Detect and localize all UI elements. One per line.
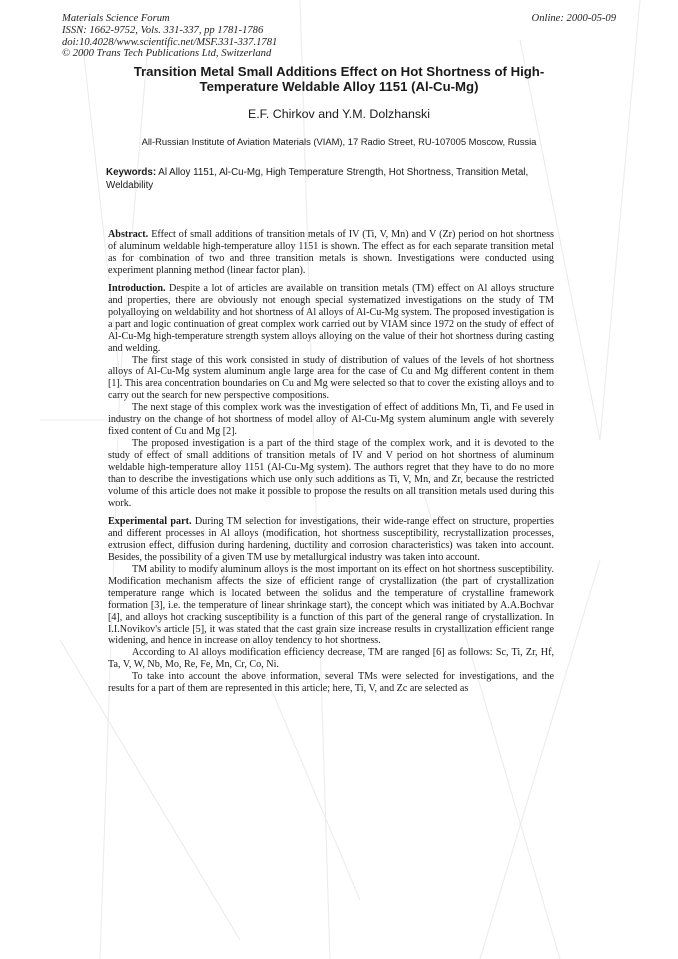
introduction-paragraph [108,283,554,355]
body-paragraph: The first stage of this work consisted in study of distribution of values of the levels of hot shortness alloys of Al-Cu-Mg system aluminum angle large area for the case of Cu and Mg different content in them [1]. This area concentration boundaries on Cu and Mg were selected so that to cover the existing alloys and to carry out the search for new perspective compositions. [108,354,554,402]
introduction-text: Despite a lot of articles are available on transition metals (TM) effect on Al alloys structure and properties, there are obviously not enough special systematized investigations on the study of TM polyalloying on weldability and hot shortness of Al alloys of Al-Cu-Mg system. The proposed investigation is a part and logic continuation of great complex work carried out by VIAM since 1972 on the study of effect of Al-Cu-Mg high-temperature strength system alloys alloying on the value of their hot shortness during casting and welding. [108,282,554,354]
introduction-label: Introduction. [108,282,166,294]
keywords-label: Keywords: [106,167,157,178]
keywords-text: Al Alloy 1151, Al-Cu-Mg, High Temperature Strength, Hot Shortness, Transition Metal, Weldability [106,167,529,191]
abstract-paragraph [108,229,554,277]
body-paragraph: The next stage of this complex work was the investigation of effect of additions Mn, Ti, and Fe used in industry on the change of hot shortness of model alloy of Al-Cu-Mg system aluminum angle with severely fixed content of Cu and Mg [2]. [108,402,554,438]
copyright-line: © 2000 Trans Tech Publications Ltd, Switzerland [62,48,272,60]
publication-metadata [62,13,277,60]
paper-body [108,229,554,695]
experimental-paragraph [108,516,554,564]
paper-title: Transition Metal Small Additions Effect on Hot Shortness of High-Temperature Weldable Alloy 1151 (Al-Cu-Mg) [133,64,545,95]
authors: E.F. Chirkov and Y.M. Dolzhanski [247,107,431,121]
abstract-label: Abstract. [108,229,149,240]
doi-line: doi:10.4028/www.scientific.net/MSF.331-337.1781 [62,36,278,48]
keywords [106,167,554,192]
abstract-text: Effect of small additions of transition metals of IV (Ti, V, Mn) and V (Zr) period on hot shortness of aluminum weldable high-temperature alloy 1151 is shown. The effect as for each separate transition metal as for combination of two and three transition metals is shown. Investigations were conducted using experiment planning method (linear factor plan). [108,229,554,276]
affiliation: All-Russian Institute of Aviation Materials (VIAM), 17 Radio Street, RU-107005 Moscow, Russia [141,136,537,147]
body-paragraph: According to Al alloys modification efficiency decrease, TM are ranged [6] as follows: Sc, Ti, Zr, Hf, Ta, V, W, Nb, Mo, Re, Fe, Mn, Cr, Co, Ni. [108,647,554,671]
experimental-label: Experimental part. [108,515,192,527]
body-paragraph: To take into account the above information, several TMs were selected for investigations, and the results for a part of them are represented in this article; here, Ti, V, and Zc are selected as [108,671,554,695]
issn-line: ISSN: 1662-9752, Vols. 331-337, pp 1781-1786 [62,24,264,36]
experimental-text: During TM selection for investigations, their wide-range effect on structure, properties and different processes in Al alloys (modification, hot shortness susceptibility, recrystallization processes, extrusion effect, diffusion during hardening, ductility and corrosion characteristics) was taken into account. Besides, the possibility of a given TM use by metallurgical industry was taken into account. [108,515,554,563]
body-paragraph: The proposed investigation is a part of the third stage of the complex work, and it is devoted to the study of effect of small additions of transition metals of IV and V period on hot shortness of aluminum weldable high-temperature alloy 1151 (Al-Cu-Mg system). The authors regret that they have to do no more than to describe the investigations which use only such additions as Ti, V, Mn, and Zr, because the restricted volume of this article does not make it possible to propose the results on all transition metals used during this work. [108,438,554,509]
journal-name: Materials Science Forum [62,13,170,24]
online-date: Online: 2000-05-09 [531,13,616,24]
body-paragraph: TM ability to modify aluminum alloys is the most important on its effect on hot shortness susceptibility. Modification mechanism affects the size of efficient range of crystallization (the part of crystallization temperature range which is located between the solidus and the temperature of crystalline framework formation [3], i.e. the temperature of linear shrinkage start), the concept which was initiated by A.A.Bochvar [4], and alloys hot cracking susceptibility is a function of this part of the general range of crystallization. In I.I.Novikov's article [5], it was stated that the cast grain size increase results in crystallization efficient range widening, and hence in increase on alloy tendency to hot shortness. [108,563,554,647]
